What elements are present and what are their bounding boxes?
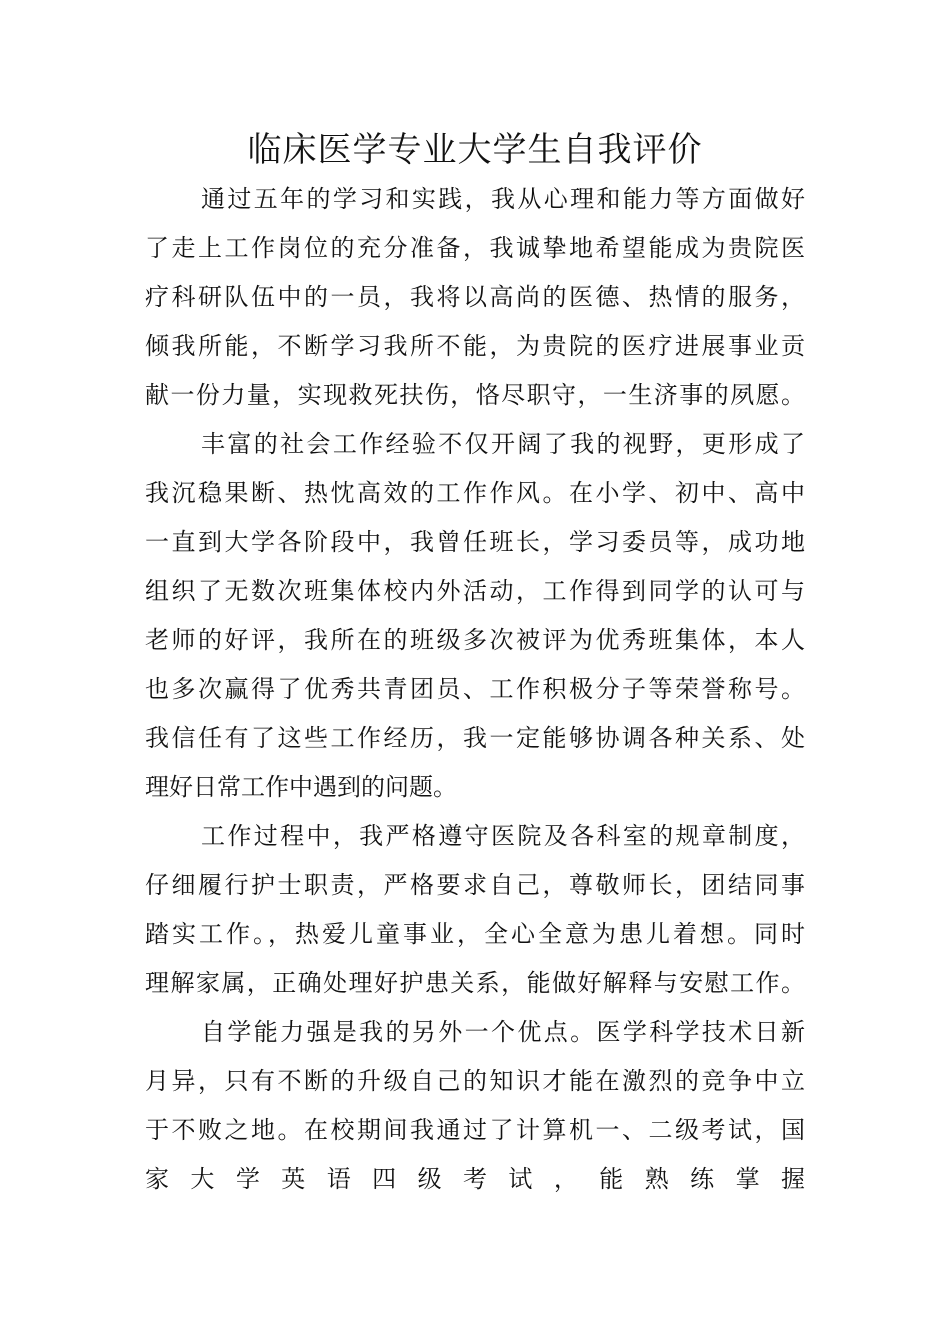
- paragraph-1-line-1: 通过五年的学习和实践，我从心理和能力等方面做好: [201, 185, 805, 213]
- paragraph-3-line-1: 工作过程中，我严格遵守医院及各科室的规章制度，: [201, 822, 805, 850]
- paragraph-2-line-3: 一直到大学各阶段中，我曾任班长，学习委员等，成功地: [145, 528, 805, 556]
- document-body: [145, 175, 805, 1204]
- paragraph-4-line-2: 月异，只有不断的升级自己的知识才能在激烈的竞争中立: [145, 1067, 805, 1095]
- paragraph-4-line-3: 于不败之地。在校期间我通过了计算机一、二级考试，国: [145, 1116, 805, 1144]
- paragraph-2-line-8: 理好日常工作中遇到的问题。: [145, 773, 457, 801]
- paragraph-4-line-4: 家大学英语四级考试，能熟练掌握: [145, 1165, 805, 1193]
- paragraph-2-line-4: 组织了无数次班集体校内外活动，工作得到同学的认可与: [145, 577, 805, 605]
- paragraph-1-line-3: 疗科研队伍中的一员，我将以高尚的医德、热情的服务，: [145, 283, 805, 311]
- paragraph-1-line-4: 倾我所能，不断学习我所不能，为贵院的医疗进展事业贡: [145, 332, 805, 360]
- paragraph-3-line-2: 仔细履行护士职责，严格要求自己，尊敬师长，团结同事: [145, 871, 805, 899]
- paragraph-3-line-4: 理解家属，正确处理好护患关系，能做好解释与安慰工作。: [145, 969, 805, 997]
- paragraph-3-line-3: 踏实工作。，热爱儿童事业，全心全意为患儿着想。同时: [145, 920, 805, 948]
- paragraph-4-line-1: 自学能力强是我的另外一个优点。医学科学技术日新: [201, 1018, 805, 1046]
- paragraph-2-line-5: 老师的好评，我所在的班级多次被评为优秀班集体，本人: [145, 626, 805, 654]
- paragraph-1-line-5: 献一份力量，实现救死扶伤，恪尽职守，一生济事的夙愿。: [145, 381, 805, 409]
- paragraph-2-line-1: 丰富的社会工作经验不仅开阔了我的视野，更形成了: [201, 430, 805, 458]
- document-title: 临床医学专业大学生自我评价: [247, 130, 703, 170]
- paragraph-1-line-2: 了走上工作岗位的充分准备，我诚挚地希望能成为贵院医: [145, 234, 805, 262]
- paragraph-2-line-6: 也多次赢得了优秀共青团员、工作积极分子等荣誉称号。: [145, 675, 805, 703]
- paragraph-2-line-7: 我信任有了这些工作经历，我一定能够协调各种关系、处: [145, 724, 805, 752]
- paragraph-2-line-2: 我沉稳果断、热忱高效的工作作风。在小学、初中、高中: [145, 479, 805, 507]
